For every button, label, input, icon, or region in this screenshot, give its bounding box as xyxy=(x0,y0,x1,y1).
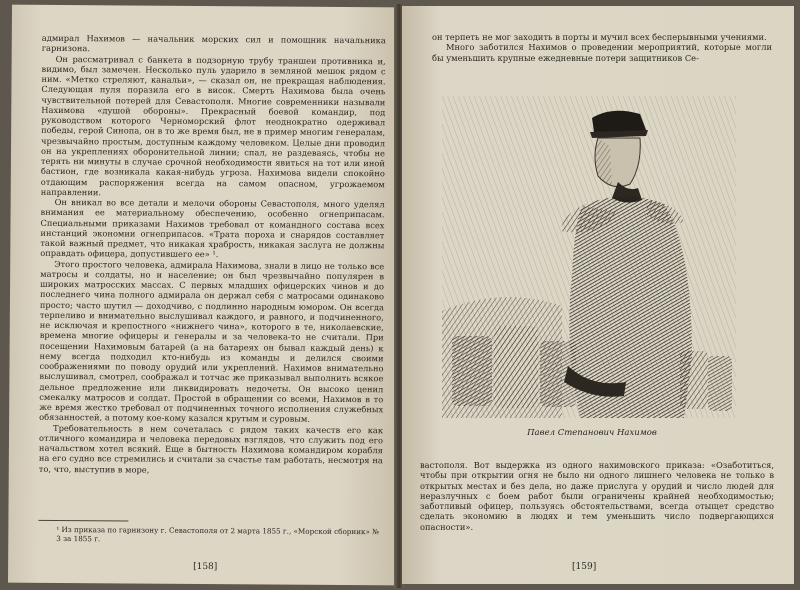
right-page-bottom-text xyxy=(420,460,774,532)
right-page-top-text xyxy=(432,32,772,63)
left-page-text xyxy=(39,33,386,476)
footnote-text: ¹ Из приказа по гарнизону г. Севастополя от 2 марта 1855 г., «Морской сборник» № 3 за 1855 г. xyxy=(56,524,380,544)
footnote xyxy=(56,525,382,545)
paragraph: Он рассматривал с банкета в подзорную трубу траншеи противника и, видимо, был замечен. Несколько пуль ударило в земляной мешок рядом с ним. «Метко стреляют, канальи», — сказал он, не прекращая наблюдения. Следующая пуля поразила его в висок. Смерть Нахимова была очень чувствительной потерей для Севастополя. Многие современники называли Нахимова «душой обороны». Прекрасный боевой командир, под руководством которого Черноморский флот неоднократно одерживал победы, герой Синопа, он в то же время был, не в пример многим генералам, чрезвычайно простым, доступным каждому человеком. Целые дни проводил он на укреплениях оборонительной линии; спал, не раздеваясь, чтобы не терять ни минуты в случае срочной необходимости явиться на тот или иной бастион, где возникала какая-нибудь угроза. Нахимова видели спокойно отдающим распоряжения всегда на самом опасном, угрожаемом направлении. xyxy=(40,53,386,198)
page-number-left: [158] xyxy=(193,561,218,573)
paragraph: адмирал Нахимов — начальник морских сил и помощник начальника гарнизона. xyxy=(41,32,386,54)
paragraph: он терпеть не мог заходить в порты и мучил всех бесперывными учениями. xyxy=(432,32,767,42)
footnote-rule xyxy=(38,520,128,522)
left-page xyxy=(8,5,400,586)
portrait-caption: Павел Степанович Нахимов xyxy=(527,428,657,438)
paragraph: Он вникал во все детали и мелочи обороны Севастополя, много уделял внимания ее материальному обеспечению, особенно огнеприпасам. Специальными приказами Нахимов требовал от командного состава всех инстанций экономии огнеприпасов. «Трата пороха и снарядов составляет такой важный предмет, что никакая храбрость, никакая заслуга не должны оправдать офицера, допустившего ее» ¹. xyxy=(40,196,385,260)
paragraph: вастополя. Вот выдержка из одного нахимовского приказа: «Озаботиться, чтобы при открытии огня не было ни одного лишнего человека не только в открытых местах и без дела, но даже прислуга у орудий и число людей для неразлучных с боем работ были ограничены крайней необходимостью; заботливый офицер, пользуясь обстоятельствами, всегда отыщет средство сделать экономию в людях и тем уменьшить число подвергающихся опасности». xyxy=(420,460,774,532)
paragraph: Много заботился Нахимов о проведении мероприятий, которые могли бы уменьшить крупные ежедневные потери защитников Се- xyxy=(432,42,772,63)
portrait-engraving xyxy=(442,96,736,418)
cap xyxy=(592,111,646,134)
page-number-right: [159] xyxy=(572,562,597,572)
right-page xyxy=(402,6,794,584)
paragraph: Требовательность в нем сочеталась с рядом таких качеств его как отличного командира и человека передовых взглядов, что служить под его начальством хотел всякий. Еще в бытность Нахимова командиром корабля на его судно все стремились и считали за счастье там работать, несмотря на то, что, выступив в море, xyxy=(38,422,384,475)
paragraph: Этого простого человека, адмирала Нахимова, знали в лицо не только все матросы и солдаты, но и население; он был чрезвычайно популярен в широких матросских массах. С первых младших офицерских чинов и до последнего чина полного адмирала он держал себя с матросами одинаково просто; часто шутил — доходчиво, с подлинно народным юмором. Он всегда терпеливо и внимательно выслушивал каждого, и равного, и подчиненного, не исключая и крепостного «нижнего чина», которого в те, николаевские, времена многие офицеры и генералы и за человека-то не считали. При посещении Нахимовым батарей (а на батареях он бывал каждый день) к нему всегда подходил кто-нибудь из команды и делился своими соображениями по поводу орудий или укреплений. Нахимов внимательно выслушивал, смотрел, соображал и тотчас же приказывал выполнить всякое дельное предложение или ликвидировать недочеты. Он высоко ценил смекалку матросов и солдат. Простой в обращении со всеми, Нахимов в то же время жестко требовал от подчиненных точного исполнения служебных обязанностей, а потому кое-кому казался крутым и суровым. xyxy=(39,258,385,424)
